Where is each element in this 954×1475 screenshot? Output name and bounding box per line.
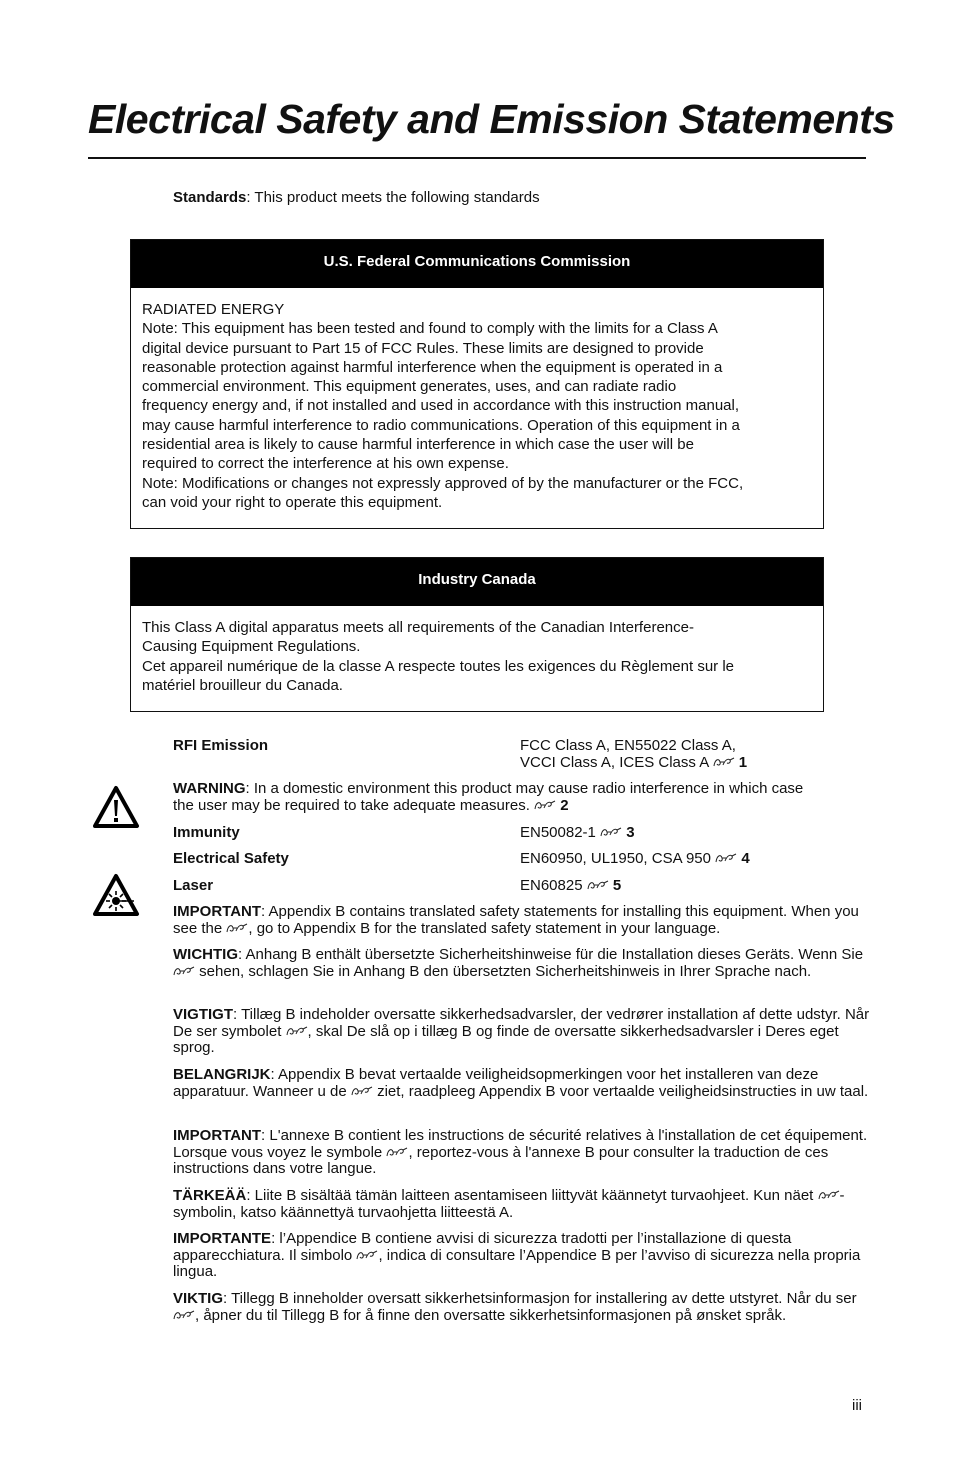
translation-text: ziet, raadpleeg Appendix B voor vertaalde veiligheidsinstructies in uw taal. [372,1082,869,1100]
reference-symbol-icon [226,922,248,934]
translation-label: BELANGRIJK [173,1066,271,1083]
fcc-line: RADIATED ENERGY [142,301,285,318]
translation-text: , indica di consultare l’Appendice B per l’avviso di sicurezza nella propria lingua. [173,1246,861,1281]
rfi-value-line2: VCCI Class A, ICES Class A 1 [520,754,748,771]
rfi-emission-row [173,737,873,773]
translation-text: , skal De slå op i tillæg B og finde de oversatte sikkerhedsadvarsler i Deres eget sprog. [173,1022,839,1057]
warning-label: WARNING [173,780,246,797]
fcc-line: can void your right to operate this equipment. [142,493,443,511]
reference-symbol-icon [600,826,622,838]
translation-text: : Appendix B bevat vertaalde veiligheidsopmerkingen voor het installeren van deze apparatuur. Wanneer u de [173,1066,819,1100]
electrical-safety-value: EN60950, UL1950, CSA 950 4 [520,850,750,867]
reference-symbol-icon [818,1189,840,1201]
rfi-ref: 1 [738,754,748,771]
immunity-label: Immunity [173,824,240,841]
reference-symbol-icon [587,879,609,891]
laser-warning-icon [92,873,140,917]
reference-symbol-icon [713,756,735,768]
immunity-ref: 3 [626,824,635,841]
ic-line: Causing Equipment Regulations. [142,638,361,656]
translation-text: : l’Appendice B contiene avvisi di sicurezza tradotti per l’installazione di questa apparecchiatura. Il simbolo [173,1230,792,1264]
translation-label: IMPORTANT [173,1127,262,1144]
fcc-line: Note: This equipment has been tested and found to comply with the limits for a Class A [142,320,718,338]
translation-label: VIKTIG [173,1290,224,1307]
translation-text: : Tillæg B indeholder oversatte sikkerhedsadvarsler, der vedrører installation af dette udstyr. Når De ser symbolet [173,1006,870,1040]
warning-text-line1: : In a domestic environment this product may cause radio interference in which case [245,780,804,797]
translation-paragraph-en [173,904,873,937]
fcc-line: required to correct the interference at his own expense. [142,455,509,473]
warning-text-line2: the user may be required to take adequate measures. [173,796,530,814]
industry-canada-heading: Industry Canada [131,558,823,606]
reference-symbol-icon [351,1085,373,1097]
reference-symbol-icon [356,1249,378,1261]
laser-ref: 5 [612,877,622,894]
laser-row [173,877,873,894]
standards-label: Standards [173,189,247,206]
reference-symbol-icon [715,852,737,864]
fcc-line: may cause harmful interference to radio communications. Operation of this equipment in a [142,416,740,434]
reference-symbol-icon [286,1025,308,1037]
translation-paragraph-de [173,947,873,980]
translation-text: -symbolin, katso käännettyä turvaohjetta liitteestä A. [173,1187,845,1221]
translation-paragraph-da [173,1007,873,1057]
translation-paragraph-no [173,1291,873,1324]
reference-symbol-icon [173,965,195,977]
translation-text: : Anhang B enthält übersetzte Sicherheitshinweise für die Installation dieses Geräts. Wenn Sie [238,946,864,963]
translation-text: , åpner du til Tillegg B for å finne den oversatte sikkerhetsinformasjonen på ønsket språk. [195,1306,787,1324]
reference-symbol-icon [173,1309,195,1321]
warning-paragraph [173,781,873,814]
translation-paragraph-it [173,1231,873,1281]
translation-paragraph-fr [173,1128,873,1178]
fcc-heading: U.S. Federal Communications Commission [131,240,823,288]
translation-label: TÄRKEÄÄ [173,1187,247,1204]
warning-ref: 2 [560,796,569,814]
translation-text: , go to Appendix B for the translated safety statement in your language. [248,919,721,937]
laser-label: Laser [173,877,214,894]
electrical-safety-label: Electrical Safety [173,850,289,867]
translation-text: : Liite B sisältää tämän laitteen asentamiseen liittyvät käännetyt turvaohjeet. Kun näet [246,1187,818,1204]
ic-line: matériel brouilleur du Canada. [142,676,343,694]
fcc-line: residential area is likely to cause harmful interference in which case the user will be [142,436,694,454]
immunity-row [173,824,873,841]
fcc-line: commercial environment. This equipment generates, uses, and can radiate radio [142,378,677,396]
page-number: iii [852,1397,862,1414]
reference-symbol-icon [534,799,556,811]
immunity-value: EN50082-1 3 [520,824,635,841]
translation-label: IMPORTANTE [173,1230,272,1247]
fcc-line: digital device pursuant to Part 15 of FCC Rules. These limits are designed to provide [142,339,704,357]
fcc-box [130,239,824,529]
industry-canada-box [130,557,824,712]
translation-label: IMPORTANT [173,903,262,920]
translation-text: sehen, schlagen Sie in Anhang B den übersetzten Sicherheitshinweis in Ihrer Sprache nach. [195,962,812,980]
electrical-safety-ref: 4 [741,850,750,867]
fcc-body [131,288,823,512]
translation-paragraph-nl [173,1067,873,1100]
translation-text: , reportez-vous à l'annexe B pour consulter la traduction de ces instructions dans votre langue. [173,1143,829,1178]
translation-label: VIGTIGT [173,1006,233,1023]
reference-symbol-icon [386,1146,408,1158]
ic-line: This Class A digital apparatus meets all requirements of the Canadian Interference- [142,619,694,636]
rfi-label: RFI Emission [173,737,269,754]
ic-line: Cet appareil numérique de la classe A respecte toutes les exigences du Règlement sur le [142,657,735,675]
electrical-safety-row [173,850,873,867]
translation-text: : L'annexe B contient les instructions de sécurité relatives à l'installation de cet équipement. Lorsque vous voyez le symbole [173,1127,868,1161]
title-rule [88,157,866,159]
fcc-line: frequency energy and, if not installed and used in accordance with this instruction manual, [142,397,740,415]
page-title: Electrical Safety and Emission Statements [88,96,895,142]
translation-text: : Tillegg B inneholder oversatt sikkerhetsinformasjon for installering av dette utstyret. Når du ser [223,1290,857,1307]
fcc-line: Note: Modifications or changes not expressly approved of by the manufacturer or the FCC, [142,474,744,492]
fcc-line: reasonable protection against harmful interference when the equipment is operated in a [142,358,723,376]
translation-paragraph-fi [173,1188,873,1221]
standards-text: : This product meets the following standards [246,189,540,206]
laser-value: EN60825 5 [520,877,622,894]
rfi-value-line1: FCC Class A, EN55022 Class A, [520,737,736,754]
industry-canada-body [131,606,823,695]
standards-line [173,189,540,206]
translation-label: WICHTIG [173,946,238,963]
warning-triangle-icon [92,785,140,829]
translation-text: : Appendix B contains translated safety statements for installing this equipment. When you see the [173,903,859,937]
